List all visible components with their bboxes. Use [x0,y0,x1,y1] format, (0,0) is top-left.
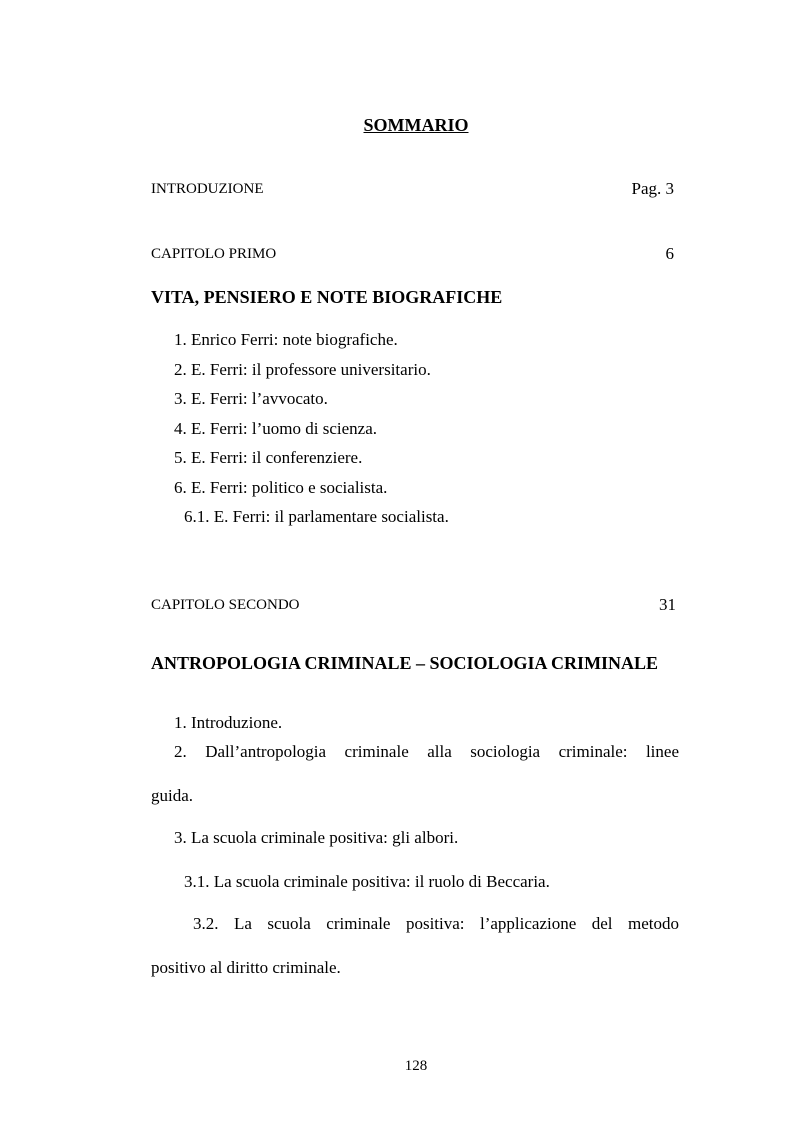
list-item: 1. Introduzione. [174,713,283,732]
toc-chapter1-label: CAPITOLO PRIMO [151,246,277,262]
page-title: SOMMARIO [363,115,469,135]
list-item [151,742,679,762]
page-number: 128 [404,1058,428,1074]
toc-chapter1-page: 6 [665,244,674,263]
list-item: 5. E. Ferri: il conferenziere. [174,448,363,467]
list-item: 2. E. Ferri: il professore universitario. [174,360,431,379]
list-item: 3. E. Ferri: l’avvocato. [174,389,328,408]
toc-chapter2-page: 31 [659,595,676,614]
list-item-continuation: guida. [151,786,194,805]
toc-chapter2-label: CAPITOLO SECONDO [151,597,300,613]
list-item-line: 2. Dall’antropologia criminale alla sociologia criminale: linee [174,742,679,761]
list-item: 6. E. Ferri: politico e socialista. [174,478,388,497]
toc-intro-label: INTRODUZIONE [151,181,264,197]
list-item: 3.1. La scuola criminale positiva: il ruolo di Beccaria. [184,872,550,891]
chapter2-heading: ANTROPOLOGIA CRIMINALE – SOCIOLOGIA CRIMINALE [151,653,659,673]
list-item-line: 3.2. La scuola criminale positiva: l’applicazione del metodo [193,914,679,933]
chapter1-heading: VITA, PENSIERO E NOTE BIOGRAFICHE [151,287,503,307]
list-item-continuation: positivo al diritto criminale. [151,958,341,977]
toc-intro-page: Pag. 3 [631,179,674,198]
list-item: 1. Enrico Ferri: note biografiche. [174,330,398,349]
list-item: 6.1. E. Ferri: il parlamentare socialista. [184,507,449,526]
list-item: 3. La scuola criminale positiva: gli albori. [174,828,459,847]
list-item [151,914,679,934]
list-item: 4. E. Ferri: l’uomo di scienza. [174,419,378,438]
